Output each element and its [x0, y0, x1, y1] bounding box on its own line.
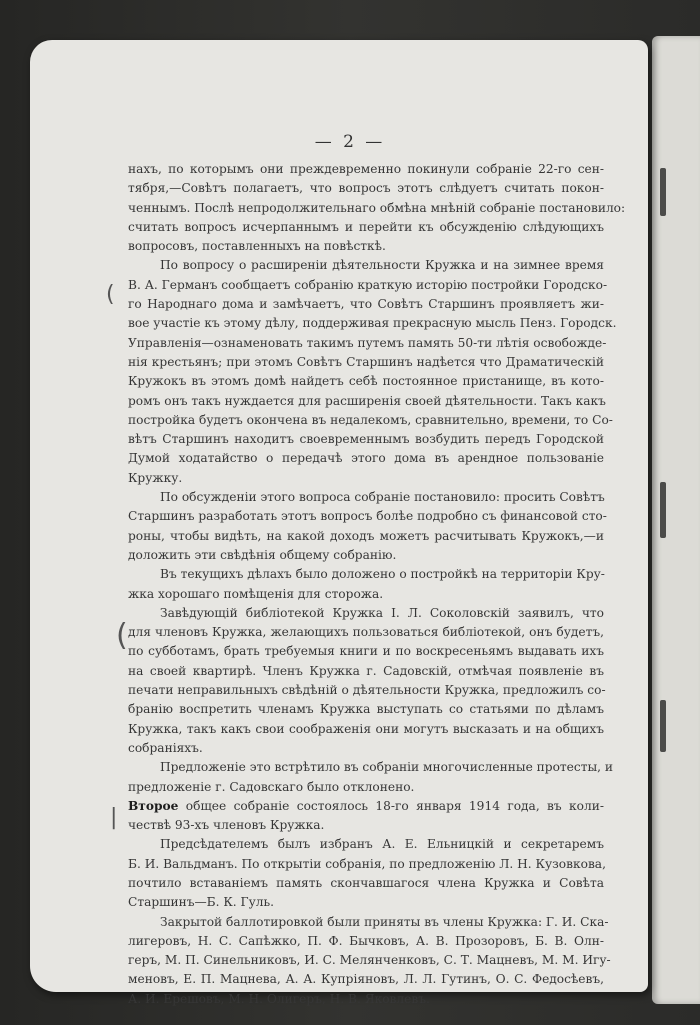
- text-line: тября,—Совѣтъ полагаетъ, что вопросъ этотъ слѣдуетъ считать покон-: [128, 181, 604, 196]
- text-line: По вопросу о расширеніи дѣятельности Кружка и на зимнее время: [160, 258, 604, 273]
- binding-tab: [660, 700, 666, 752]
- text-line: Управленія—ознаменовать такимъ путемъ память 50-ти лѣтія освобожде-: [128, 335, 607, 350]
- paragraph: [128, 758, 614, 797]
- text-line: Завѣдующій библіотекой Кружка І. Л. Соколовскій заявилъ, что: [160, 605, 604, 620]
- text-line: вое участіе къ этому дѣлу, поддерживая прекрасную мысль Пенз. Городск.: [128, 316, 617, 331]
- text-line: постройка будетъ окончена въ недалекомъ, сравнительно, времени, то Со-: [128, 412, 613, 427]
- text-line: вопросовъ, поставленныхъ на повѣсткѣ.: [128, 239, 386, 254]
- text-line: Въ текущихъ дѣлахъ было доложено о постройкѣ на территоріи Кру-: [160, 567, 605, 582]
- text-line: вѣтъ Старшинъ находитъ своевременнымъ возбудить передъ Городской: [128, 432, 604, 447]
- text-line: Старшинъ разработать этотъ вопросъ болѣе подробно съ финансовой сто-: [128, 509, 607, 524]
- text-line: печати неправильныхъ свѣдѣній о дѣятельности Кружка, предложилъ со-: [128, 683, 606, 698]
- text-line: нахъ, по которымъ они преждевременно покинули собраніе 22-го сен-: [128, 162, 604, 176]
- text-line: Закрытой баллотировкой были приняты въ члены Кружка: Г. И. Ска-: [160, 914, 609, 929]
- text-line: Предложеніе это встрѣтило въ собраніи многочисленные протесты, и: [160, 760, 614, 775]
- margin-mark: |: [110, 805, 118, 830]
- text-line: предложеніе г. Садовскаго было отклонено.: [128, 779, 415, 794]
- text-line: В. А. Германъ сообщаетъ собранію краткую исторію постройки Городско-: [128, 277, 608, 292]
- text-line: Старшинъ—Б. К. Гуль.: [128, 895, 275, 910]
- text-line: жка хорошаго помѣщенія для сторожа.: [128, 586, 384, 601]
- text-line: По обсужденіи этого вопроса собраніе постановило: просить Совѣтъ: [160, 490, 605, 505]
- text-line: меновъ, Е. П. Мацнева, А. А. Купріяновъ, Л. Л. Гутинъ, О. С. Федосѣевъ,: [128, 972, 604, 987]
- text-line: бранію воспретить членамъ Кружка выступать со статьями по дѣламъ: [128, 702, 604, 717]
- text-line: на своей квартирѣ. Членъ Кружка г. Садовскій, отмѣчая появленіе въ: [128, 663, 604, 678]
- text-line: Б. И. Вальдманъ. По открытіи собранія, по предложенію Л. Н. Кузовкова,: [128, 856, 606, 871]
- binding-tab: [660, 168, 666, 216]
- text-line: роны, чтобы видѣть, на какой доходъ можетъ расчитывать Кружокъ,—и: [128, 528, 604, 543]
- text-line: ченнымъ. Послѣ непродолжительнаго обмѣна мнѣній собраніе постановило:: [128, 200, 626, 215]
- text-line: считать вопросъ исчерпаннымъ и перейти къ обсужденію слѣдующихъ: [128, 219, 604, 234]
- paragraph: [128, 913, 611, 1009]
- text-line: по субботамъ, брать требуемыя книги и по воскресеньямъ выдавать ихъ: [128, 644, 604, 659]
- text-line: нія крестьянъ; при этомъ Совѣтъ Старшинъ надѣется что Драматическій: [128, 354, 604, 369]
- paragraph: [128, 797, 604, 836]
- text-line: Кружокъ въ этомъ домѣ найдетъ себѣ постоянное пристанище, въ кото-: [128, 374, 604, 389]
- binding-tab: [660, 482, 666, 538]
- text-line: го Народнаго дома и замѣчаетъ, что Совѣтъ Старшинъ проявляетъ жи-: [128, 297, 604, 312]
- paragraph: [128, 565, 604, 604]
- page-number: — 2 —: [314, 132, 386, 152]
- body-text: [128, 160, 626, 1009]
- paragraph: [128, 256, 617, 488]
- bold-lead: Второе: [128, 798, 179, 813]
- margin-mark: (: [106, 282, 115, 307]
- text-line: лигеровъ, Н. С. Сапѣжко, П. Ф. Бычковъ, А. В. Прозоровъ, Б. В. Олн-: [128, 933, 604, 948]
- text-line: Второе общее собраніе состоялось 18-го января 1914 года, въ коли-: [128, 798, 604, 813]
- paragraph: [128, 488, 607, 565]
- text-line: А. И. Ерешовъ, М. Н. Олигеръ, Н. В. Яковлевъ.: [128, 991, 430, 1006]
- text-line: доложить эти свѣдѣнія общему собранію.: [128, 547, 397, 562]
- paragraph: [128, 835, 604, 912]
- text-line: Кружку.: [128, 470, 183, 485]
- text-line: собраніяхъ.: [128, 740, 203, 755]
- text-line: ромъ онъ такъ нуждается для расширенія своей дѣятельности. Такъ какъ: [128, 393, 606, 408]
- text-line: Предсѣдателемъ былъ избранъ А. Е. Ельницкій и секретаремъ: [160, 837, 604, 852]
- text-line: Думой ходатайство о передачѣ этого дома въ арендное пользованіе: [128, 451, 604, 466]
- text-line: чествѣ 93-хъ членовъ Кружка.: [128, 818, 325, 833]
- text-line: геръ, М. П. Синельниковъ, И. С. Мелянченковъ, С. Т. Мацневъ, М. М. Игу-: [128, 953, 611, 968]
- margin-mark: (: [116, 618, 128, 653]
- text-line: почтило вставаніемъ память скончавшагося члена Кружка и Совѣта: [128, 875, 604, 890]
- paragraph: [128, 160, 626, 256]
- text-line: для членовъ Кружка, желающихъ пользоваться библіотекой, онъ будетъ,: [128, 625, 604, 640]
- text-line: Кружка, такъ какъ свои соображенія они могутъ высказать и на общихъ: [128, 721, 604, 736]
- paragraph: [128, 604, 604, 758]
